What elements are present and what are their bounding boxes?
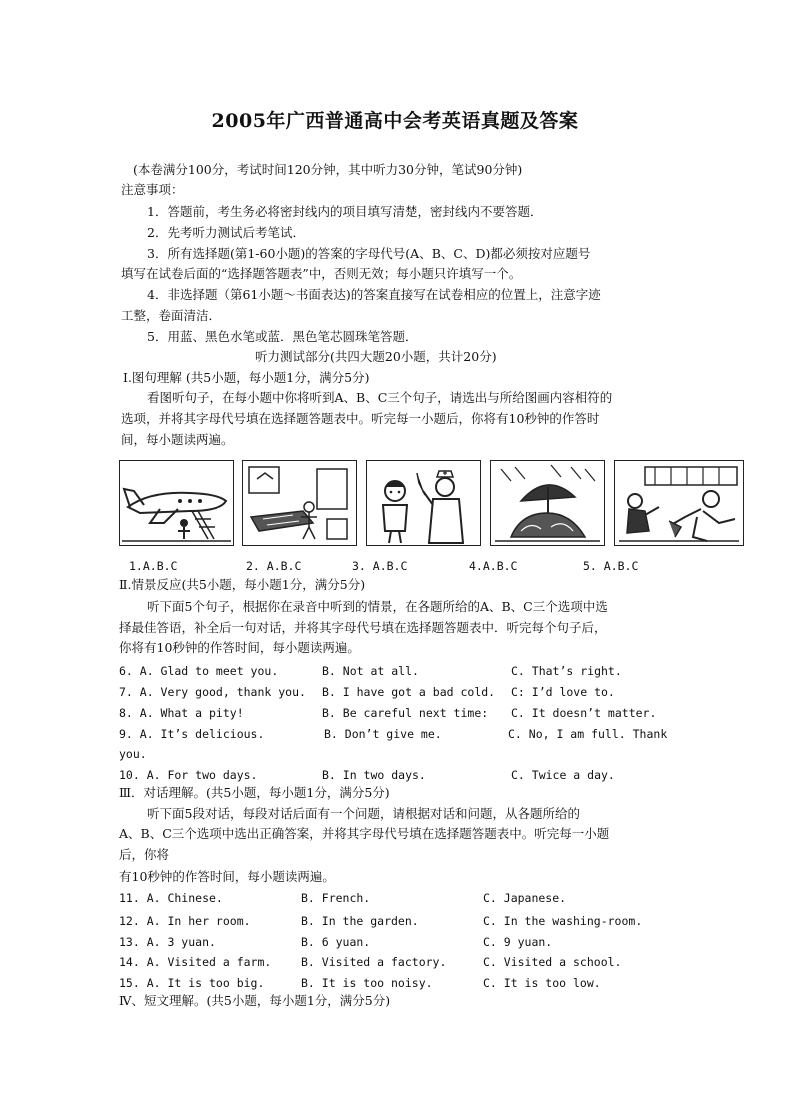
section-1-heading: I.图句理解 (共5小题，每小题1分，满分5分) xyxy=(123,370,370,385)
q11-option-a: 11. A. Chinese. xyxy=(119,891,223,905)
doctor-injection-picture xyxy=(366,460,481,546)
q14-option-b: B. Visited a factory. xyxy=(301,955,447,969)
airplane-picture xyxy=(119,460,234,546)
note-5: 5．用蓝、黑色水笔或蓝．黑色笔芯圆珠笔答题． xyxy=(147,329,418,344)
bedroom-picture xyxy=(242,460,357,546)
note-2: 2．先考听力测试后考笔试． xyxy=(147,225,305,240)
q15-option-a: 15. A. It is too big. xyxy=(119,976,265,990)
q9-option-a: 9. A. It’s delicious. xyxy=(119,727,265,741)
page-title: 2005年广西普通高中会考英语真题及答案 xyxy=(211,110,579,132)
section-1-desc-1: 看图听句子，在每小题中你将听到A、B、C三个句子，请选出与所给图画内容相符的 xyxy=(147,390,613,405)
note-4-cont: 工整，卷面清洁． xyxy=(121,308,222,323)
q6-option-c: C. That’s right. xyxy=(511,664,622,678)
section-3-desc-3: 后，你将 xyxy=(119,847,170,862)
section-3-desc-2: A、B、C三个选项中选出正确答案，并将其字母代号填在选择题答题表中。听完每一小题 xyxy=(119,826,610,841)
note-3: 3．所有选择题(第1-60小题)的答案的字母代号(A、B、C、D)都必须按对应题号 xyxy=(147,246,591,261)
exam-intro: (本卷满分100分，考试时间120分钟，其中听力30分钟，笔试90分钟) xyxy=(133,162,523,177)
q7-option-c: C: I’d love to. xyxy=(511,685,615,699)
section-2-desc-2: 择最佳答语，补全后一句对话，并将其字母代号填在选择题答题表中．听完每个句子后， xyxy=(119,620,607,635)
q9-option-c-wrap: you. xyxy=(119,747,147,761)
q12-option-b: B. In the garden. xyxy=(301,914,419,928)
section-3-heading: Ⅲ．对话理解。(共5小题，每小题1分，满分5分) xyxy=(119,785,390,800)
picture-3-options: 3. A.B.C xyxy=(352,559,408,573)
q14-option-a: 14. A. Visited a farm. xyxy=(119,955,272,969)
picture-5-options: 5. A.B.C xyxy=(583,559,639,573)
q6-option-b: B. Not at all. xyxy=(322,664,419,678)
section-4-heading: Ⅳ、短文理解。(共5小题，每小题1分，满分5分) xyxy=(119,993,391,1008)
q7-option-a: 7. A. Very good, thank you. xyxy=(119,685,306,699)
q11-option-b: B. French. xyxy=(301,891,371,905)
q9-option-c: C. No, I am full. Thank xyxy=(508,727,668,741)
note-1: 1．答题前，考生务必将密封线内的项目填写清楚，密封线内不要答题． xyxy=(147,204,543,219)
q13-option-c: C. 9 yuan. xyxy=(483,935,553,949)
umbrella-rain-picture xyxy=(490,460,605,546)
syringe-icon xyxy=(367,461,480,545)
q13-option-b: B. 6 yuan. xyxy=(301,935,371,949)
q7-option-b: B. I have got a bad cold. xyxy=(322,685,496,699)
q9-option-b: B. Don’t give me. xyxy=(324,727,442,741)
q6-option-a: 6. A. Glad to meet you. xyxy=(119,664,279,678)
section-2-desc-1: 听下面5个句子，根据你在录音中听到的情景，在各题所给的A、B、C三个选项中选 xyxy=(147,599,608,614)
airplane-icon xyxy=(120,461,233,545)
umbrella-icon xyxy=(491,461,604,545)
q8-option-b: B. Be careful next time: xyxy=(322,706,489,720)
bed-icon xyxy=(243,461,356,545)
note-4: 4．非选择题（第61小题～书面表达)的答案直接写在试卷相应的位置上，注意字迹 xyxy=(147,287,601,302)
picture-4-options: 4.A.B.C xyxy=(469,559,518,573)
section-2-desc-3: 你将有10秒钟的作答时间，每小题读两遍。 xyxy=(119,640,360,655)
notes-heading: 注意事项： xyxy=(121,182,184,197)
q8-option-c: C. It doesn’t matter. xyxy=(511,706,657,720)
q10-option-b: B. In two days. xyxy=(322,768,426,782)
section-1-desc-3: 间，每小题读两遍。 xyxy=(121,432,234,447)
section-1-desc-2: 选项，并将其字母代号填在选择题答题表中。听完每一小题后，你将有10秒钟的作答时 xyxy=(121,411,600,426)
q12-option-c: C. In the washing-room. xyxy=(483,914,643,928)
fight-icon xyxy=(615,461,743,545)
note-3-cont: 填写在试卷后面的“选择题答题表”中，否则无效；每小题只许填写一个。 xyxy=(121,266,522,281)
q15-option-b: B. It is too noisy. xyxy=(301,976,433,990)
bully-picture xyxy=(614,460,744,546)
q11-option-c: C. Japanese. xyxy=(483,891,567,905)
q12-option-a: 12. A. In her room. xyxy=(119,914,251,928)
q10-option-c: C. Twice a day. xyxy=(511,768,615,782)
section-3-desc-4: 有10秒钟的作答时间，每小题读两遍。 xyxy=(119,869,335,884)
picture-1-options: 1.A.B.C xyxy=(129,559,178,573)
section-2-heading: Ⅱ.情景反应(共5小题，每小题1分，满分5分) xyxy=(119,577,366,592)
picture-2-options: 2. A.B.C xyxy=(246,559,302,573)
q14-option-c: C. Visited a school. xyxy=(483,955,622,969)
section-3-desc-1: 听下面5段对话，每段对话后面有一个问题，请根据对话和问题，从各题所给的 xyxy=(147,806,580,821)
q15-option-c: C. It is too low. xyxy=(483,976,601,990)
q8-option-a: 8. A. What a pity! xyxy=(119,706,244,720)
listening-heading: 听力测试部分(共四大题20小题，共计20分) xyxy=(255,349,497,364)
q13-option-a: 13. A. 3 yuan. xyxy=(119,935,216,949)
q10-option-a: 10. A. For two days. xyxy=(119,768,258,782)
